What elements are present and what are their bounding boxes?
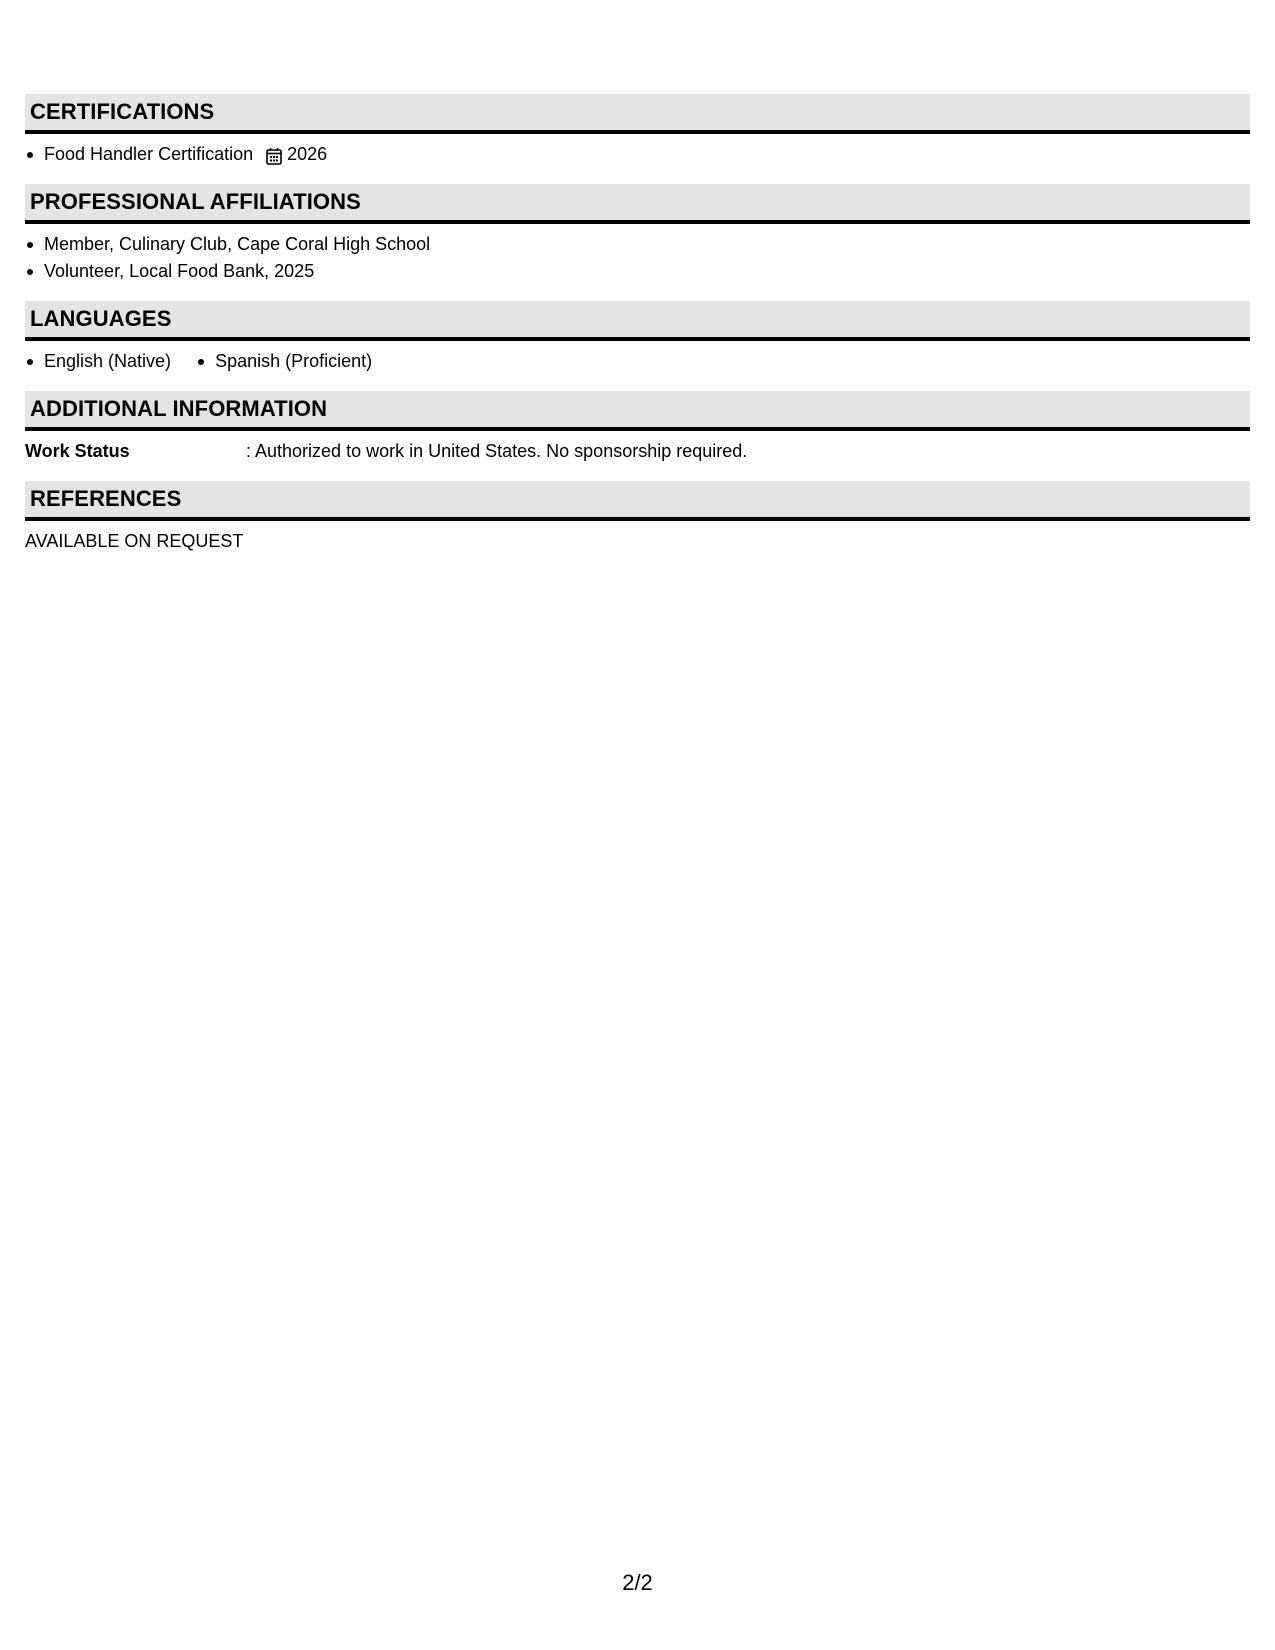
affiliations-section [25, 184, 1250, 285]
certification-year: 2026 [287, 144, 328, 164]
certification-name: Food Handler Certification [44, 144, 254, 164]
languages-body [25, 341, 1250, 375]
affiliations-body [25, 224, 1250, 285]
references-body [25, 521, 1250, 555]
list-item: Member, Culinary Club, Cape Coral High School [25, 231, 1250, 258]
additional-info-header [25, 391, 1250, 431]
certifications-title: CERTIFICATIONS [30, 99, 215, 124]
additional-info-section [25, 391, 1250, 465]
references-header [25, 481, 1250, 521]
certifications-section [25, 94, 1250, 168]
languages-list [25, 348, 1250, 375]
references-title: REFERENCES [30, 486, 182, 511]
page-number: 2/2 [622, 1570, 653, 1595]
languages-title: LANGUAGES [30, 306, 172, 331]
certification-date [266, 141, 327, 168]
affiliations-list [25, 231, 1250, 285]
resume-content [25, 94, 1250, 571]
list-item: Spanish (Proficient) [196, 348, 372, 375]
work-status-value: : Authorized to work in United States. No sponsorship required. [246, 441, 748, 461]
list-item: Volunteer, Local Food Bank, 2025 [25, 258, 1250, 285]
work-status-label: Work Status [25, 441, 130, 461]
references-section [25, 481, 1250, 555]
certifications-list [25, 141, 1250, 168]
certifications-body [25, 134, 1250, 168]
list-item: English (Native) [25, 348, 171, 375]
affiliations-header [25, 184, 1250, 224]
additional-info-title: ADDITIONAL INFORMATION [30, 396, 328, 421]
affiliations-title: PROFESSIONAL AFFILIATIONS [30, 189, 361, 214]
certifications-header [25, 94, 1250, 134]
additional-info-body [25, 431, 1250, 465]
calendar-icon [266, 146, 282, 164]
languages-section [25, 301, 1250, 375]
languages-header [25, 301, 1250, 341]
certification-row [44, 141, 1250, 168]
work-status-row [25, 438, 1250, 465]
references-text: AVAILABLE ON REQUEST [25, 531, 244, 551]
list-item [25, 141, 1250, 168]
